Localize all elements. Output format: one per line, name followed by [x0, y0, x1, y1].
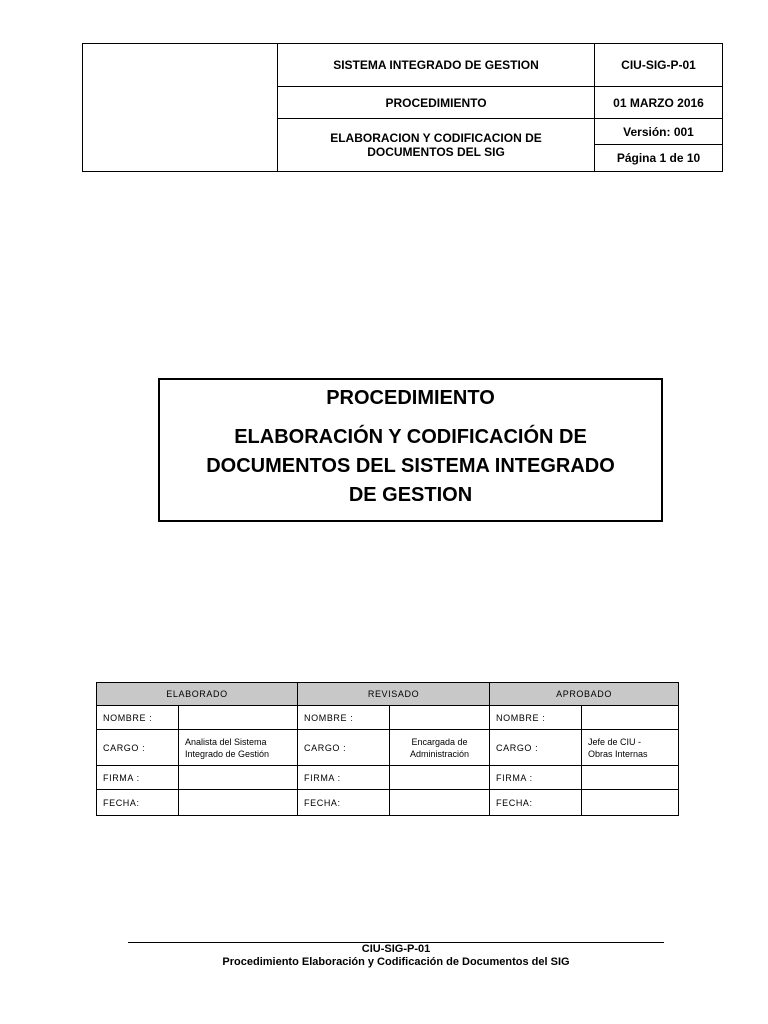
header-version: Versión: 001	[595, 119, 723, 145]
aprobado-cargo-line1: Jefe de CIU -	[588, 736, 642, 747]
aprobado-cargo-value	[582, 730, 679, 766]
revisado-firma-value	[390, 766, 490, 790]
table-row-firma	[97, 766, 679, 790]
title-line1: ELABORACIÓN Y CODIFICACIÓN DE	[234, 426, 587, 448]
elaborado-cargo-label: CARGO :	[97, 730, 179, 766]
elaborado-fecha-value	[179, 790, 298, 816]
header-system-title: SISTEMA INTEGRADO DE GESTION	[278, 44, 595, 87]
header-document-title	[278, 119, 595, 172]
aprobado-fecha-label: FECHA:	[490, 790, 582, 816]
aprobado-firma-label: FIRMA :	[490, 766, 582, 790]
table-row-cargo	[97, 730, 679, 766]
elaborado-nombre-label: NOMBRE :	[97, 706, 179, 730]
logo-placeholder-cell	[83, 44, 278, 172]
aprobado-firma-value	[582, 766, 679, 790]
revisado-cargo-value	[390, 730, 490, 766]
elaborado-cargo-line2: Integrado de Gestión	[185, 748, 270, 759]
revisado-fecha-value	[390, 790, 490, 816]
revisado-nombre-value	[390, 706, 490, 730]
header-page-number: Página 1 de 10	[595, 145, 723, 172]
aprobado-nombre-label: NOMBRE :	[490, 706, 582, 730]
elaborado-nombre-value	[179, 706, 298, 730]
elaborado-firma-label: FIRMA :	[97, 766, 179, 790]
aprobado-nombre-value	[582, 706, 679, 730]
header-document-date: 01 MARZO 2016	[595, 87, 723, 119]
column-elaborado: ELABORADO	[97, 683, 298, 706]
title-line3: DE GESTION	[348, 484, 473, 506]
header-title-line2: DOCUMENTOS DEL SIG	[367, 145, 505, 159]
elaborado-firma-value	[179, 766, 298, 790]
revisado-cargo-label: CARGO :	[298, 730, 390, 766]
aprobado-cargo-label: CARGO :	[490, 730, 582, 766]
revisado-cargo-line2: Administración	[410, 748, 470, 759]
approval-table	[96, 682, 679, 816]
column-aprobado: APROBADO	[490, 683, 679, 706]
column-revisado: REVISADO	[298, 683, 490, 706]
footer-title: Procedimiento Elaboración y Codificación de Documentos del SIG	[222, 956, 570, 968]
footer-code: CIU-SIG-P-01	[361, 943, 431, 955]
aprobado-cargo-line2: Obras Internas	[588, 748, 648, 759]
aprobado-fecha-value	[582, 790, 679, 816]
revisado-firma-label: FIRMA :	[298, 766, 390, 790]
elaborado-cargo-line1: Analista del Sistema	[185, 736, 267, 747]
header-document-code: CIU-SIG-P-01	[595, 44, 723, 87]
page-footer	[128, 943, 664, 969]
header-document-type: PROCEDIMIENTO	[278, 87, 595, 119]
title-main	[160, 423, 661, 510]
elaborado-cargo-value	[179, 730, 298, 766]
revisado-cargo-line1: Encargada de	[411, 736, 468, 747]
table-row-nombre	[97, 706, 679, 730]
revisado-nombre-label: NOMBRE :	[298, 706, 390, 730]
table-row-fecha	[97, 790, 679, 816]
document-title-box	[158, 378, 663, 522]
revisado-fecha-label: FECHA:	[298, 790, 390, 816]
title-line2: DOCUMENTOS DEL SISTEMA INTEGRADO	[206, 455, 615, 477]
title-heading: PROCEDIMIENTO	[326, 387, 495, 409]
document-header-table	[82, 43, 723, 172]
header-title-line1: ELABORACION Y CODIFICACION DE	[330, 131, 542, 145]
elaborado-fecha-label: FECHA:	[97, 790, 179, 816]
